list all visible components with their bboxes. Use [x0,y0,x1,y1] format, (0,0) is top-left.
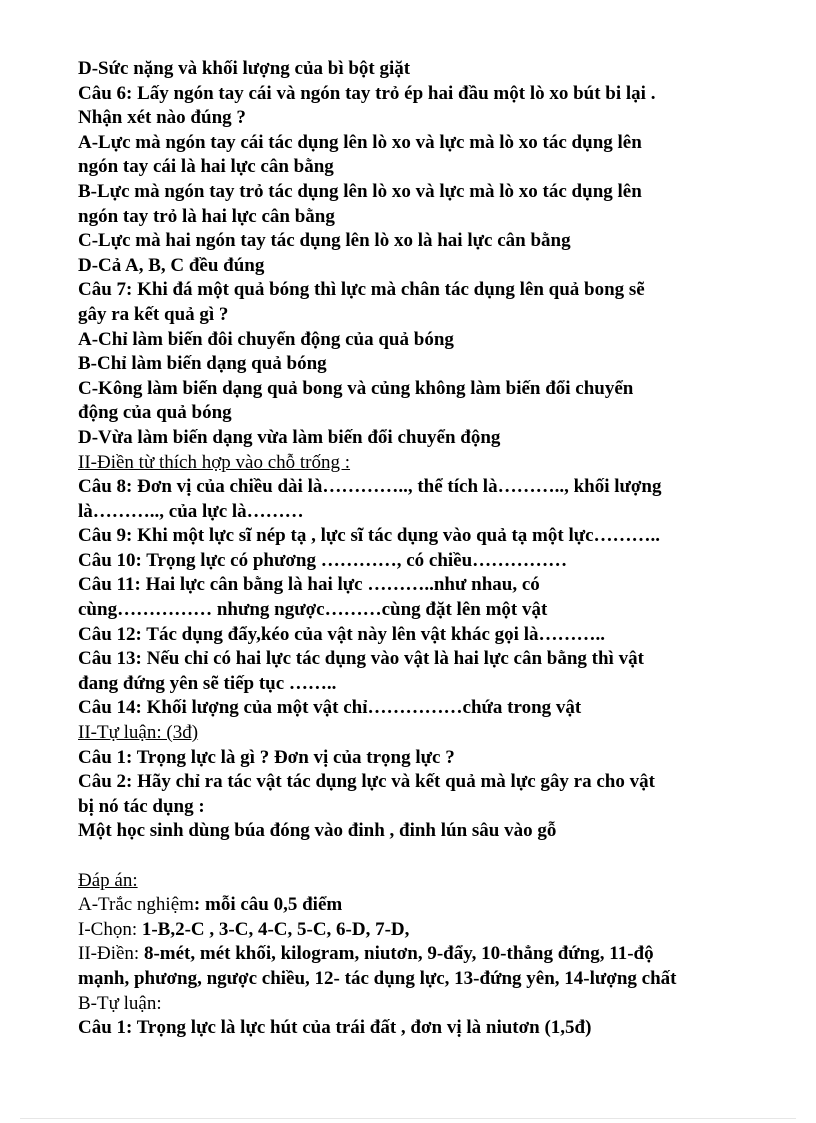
fill-in-answers: 8-mét, mét khối, kilogram, niutơn, 9-đẩy, 10-thẳng đứng, 11-độ [143,943,654,965]
choice-answers: 1-B,2-C , 3-C, 4-C, 5-C, 6-D, 7-D, [141,918,410,940]
essay-answer-1: Câu 1: Trọng lực là lực hút của trái đất , đơn vị là niutơn (1,5đ) [78,1017,592,1039]
text-line: ngón tay cái là hai lực cân bằng [78,156,334,178]
page-bottom-rule [20,1118,796,1119]
answers-fill-in [78,942,778,967]
option-a: A-Chỉ làm biến đôi chuyển động của quả bóng [78,328,454,350]
text-line: D-Sức nặng và khối lượng của bì bột giặt [78,58,411,79]
spacer [78,844,778,869]
question-7: Câu 7: Khi đá một quả bóng thì lực mà chân tác dụng lên quả bong sẽ [78,279,645,301]
section-heading-essay: II-Tự luận: (3đ) [78,722,199,744]
answers-section-b: B-Tự luận: [78,992,162,1014]
fill-in-answers-cont: mạnh, phương, ngược chiều, 12- tác dụng lực, 13-đứng yên, 14-lượng chất [78,967,677,989]
question-6: Câu 6: Lấy ngón tay cái và ngón tay trỏ ép hai đầu một lò xo bút bi lại . [78,82,656,104]
text-line: ngón tay trỏ là hai lực cân bằng [78,205,335,227]
question-12: Câu 12: Tác dụng đẩy,kéo của vật này lên vật khác gọi là……….. [78,623,605,645]
option-a: A-Lực mà ngón tay cái tác dụng lên lò xo và lực mà lò xo tác dụng lên [78,131,642,153]
answers-choice [78,918,778,943]
essay-question-1: Câu 1: Trọng lực là gì ? Đơn vị của trọng lực ? [78,746,455,768]
question-9: Câu 9: Khi một lực sĩ nép tạ , lực sĩ tác dụng vào quả tạ một lực……….. [78,525,661,547]
question-8: Câu 8: Đơn vị của chiều dài là………….., thể tích là……….., khối lượng [78,476,662,498]
fill-in-label: II-Điền: [78,943,144,965]
section-a-label: A-Trắc nghiệm [78,894,194,916]
question-14: Câu 14: Khối lượng của một vật chỉ……………chứa trong vật [78,697,582,719]
text-line: bị nó tác dụng : [78,795,205,817]
section-a-detail: : mỗi câu 0,5 điểm [193,894,343,916]
answers-heading: Đáp án: [78,869,138,891]
option-c: C-Lực mà hai ngón tay tác dụng lên lò xo là hai lực cân bằng [78,230,571,252]
question-13: Câu 13: Nếu chỉ có hai lực tác dụng vào vật là hai lực cân bằng thì vật [78,648,644,670]
option-b: B-Chỉ làm biến dạng quả bóng [78,353,327,375]
text-line: gây ra kết quả gì ? [78,303,229,325]
choice-label: I-Chọn: [78,918,142,940]
text-line: động của quả bóng [78,402,232,424]
section-heading-fill-in: II-Điền từ thích hợp vào chỗ trống : [78,451,351,473]
text-line: đang đứng yên sẽ tiếp tục …….. [78,672,337,694]
option-b: B-Lực mà ngón tay trỏ tác dụng lên lò xo và lực mà lò xo tác dụng lên [78,180,642,202]
document-page [78,57,778,1041]
question-10: Câu 10: Trọng lực có phương …………, có chiều…………… [78,549,568,571]
option-c: C-Kông làm biến dạng quả bong và củng không làm biến đổi chuyển [78,377,634,399]
essay-question-2: Câu 2: Hãy chỉ ra tác vật tác dụng lực và kết quả mà lực gây ra cho vật [78,771,655,793]
text-line: là……….., của lực là……… [78,500,304,522]
answers-section-a [78,893,778,918]
text-line: Nhận xét nào đúng ? [78,107,246,129]
question-11: Câu 11: Hai lực cân bằng là hai lực ………..như nhau, có [78,574,540,596]
option-d: D-Vừa làm biến dạng vừa làm biến đổi chuyển động [78,426,501,448]
text-line: Một học sinh dùng búa đóng vào đinh , đinh lún sâu vào gỗ [78,820,557,842]
text-line: cùng…………… nhưng ngược………cùng đặt lên một vật [78,599,548,621]
option-d: D-Cả A, B, C đều đúng [78,254,265,276]
